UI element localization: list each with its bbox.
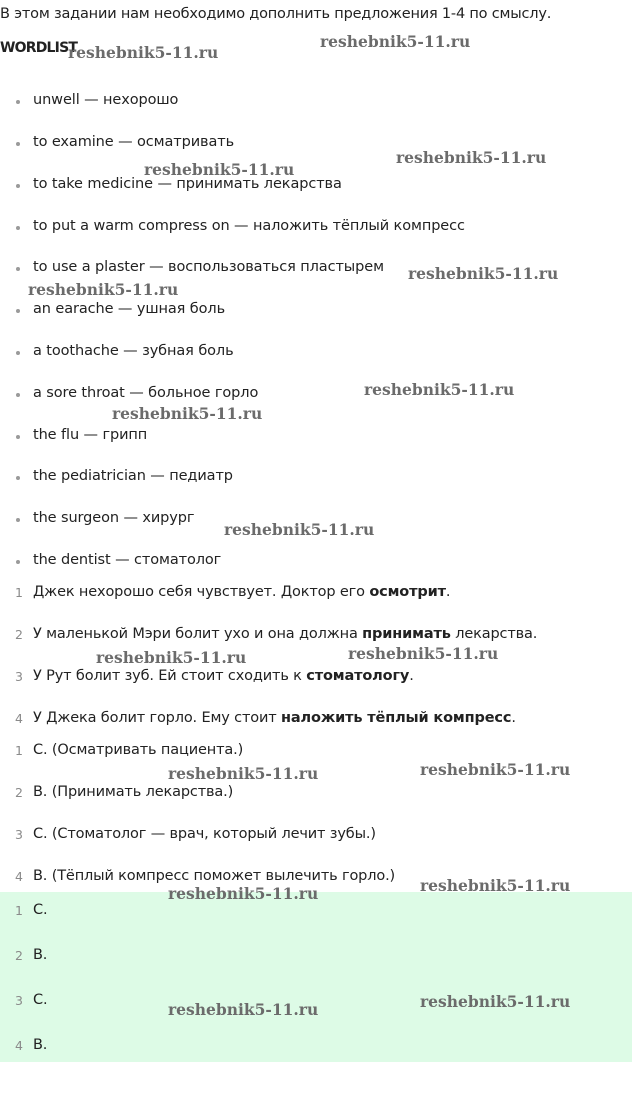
bullet-icon (16, 518, 20, 522)
item-number: 4 (15, 869, 23, 884)
wordlist-term: to use a plaster — воспользоваться пластырем (33, 259, 384, 275)
answer-word: осмотрит (369, 584, 446, 600)
watermark: reshebnik5-11.ru (112, 404, 263, 423)
wordlist-term: an earache — ушная боль (33, 301, 226, 317)
bullet-icon (16, 142, 20, 146)
answer-text: C. (33, 902, 48, 918)
answer-text: B. (33, 1037, 48, 1053)
answer-word: принимать (362, 626, 451, 642)
watermark: reshebnik5-11.ru (68, 43, 219, 62)
bullet-icon (16, 351, 20, 355)
watermark: reshebnik5-11.ru (420, 992, 571, 1011)
wordlist-term: the dentist — стоматолог (33, 552, 222, 568)
bullet-icon (16, 393, 20, 397)
watermark: reshebnik5-11.ru (420, 876, 571, 895)
task-intro: В этом задании нам необходимо дополнить предложения 1-4 по смыслу. (0, 6, 552, 22)
wordlist-term: the flu — грипп (33, 427, 148, 443)
wordlist-term: the surgeon — хирург (33, 510, 195, 526)
watermark: reshebnik5-11.ru (168, 764, 319, 783)
wordlist-term: to examine — осматривать (33, 134, 235, 150)
bullet-icon (16, 100, 20, 104)
item-number: 4 (15, 711, 23, 726)
wordlist-term: to take medicine — принимать лекарства (33, 176, 342, 192)
wordlist-term: a toothache — зубная боль (33, 343, 234, 359)
bullet-icon (16, 267, 20, 271)
item-number: 1 (15, 585, 23, 600)
watermark: reshebnik5-11.ru (168, 1000, 319, 1019)
item-number: 3 (15, 993, 23, 1008)
item-number: 3 (15, 669, 23, 684)
answer-word: стоматологу (306, 668, 410, 684)
wordlist-term: unwell — нехорошо (33, 92, 179, 108)
item-number: 2 (15, 948, 23, 963)
item-number: 1 (15, 743, 23, 758)
watermark: reshebnik5-11.ru (168, 884, 319, 903)
bullet-icon (16, 435, 20, 439)
item-number: 4 (15, 1038, 23, 1053)
bullet-icon (16, 476, 20, 480)
watermark: reshebnik5-11.ru (144, 160, 295, 179)
sentence-text: У маленькой Мэри болит ухо и она должна принимать лекарства. (33, 626, 538, 642)
watermark: reshebnik5-11.ru (348, 644, 499, 663)
bullet-icon (16, 226, 20, 230)
explanation-text: B. (Принимать лекарства.) (33, 784, 234, 800)
item-number: 3 (15, 827, 23, 842)
watermark: reshebnik5-11.ru (224, 520, 375, 539)
bullet-icon (16, 560, 20, 564)
watermark: reshebnik5-11.ru (396, 148, 547, 167)
explanation-text: C. (Осматривать пациента.) (33, 742, 244, 758)
bullet-icon (16, 184, 20, 188)
answer-word: наложить тёплый компресс (281, 710, 512, 726)
explanation-text: C. (Стоматолог — врач, который лечит зубы.) (33, 826, 376, 842)
bullet-icon (16, 309, 20, 313)
wordlist-term: the pediatrician — педиатр (33, 468, 233, 484)
watermark: reshebnik5-11.ru (320, 32, 471, 51)
watermark: reshebnik5-11.ru (96, 648, 247, 667)
item-number: 2 (15, 785, 23, 800)
item-number: 2 (15, 627, 23, 642)
answer-text: B. (33, 947, 48, 963)
answers-highlight (0, 892, 632, 1062)
watermark: reshebnik5-11.ru (420, 760, 571, 779)
wordlist-term: a sore throat — больное горло (33, 385, 259, 401)
explanation-text: B. (Тёплый компресс поможет вылечить горло.) (33, 868, 396, 884)
wordlist-term: to put a warm compress on — наложить тёплый компресс (33, 218, 465, 234)
item-number: 1 (15, 903, 23, 918)
sentence-text: У Джека болит горло. Ему стоит наложить тёплый компресс. (33, 710, 516, 726)
sentence-text: Джек нехорошо себя чувствует. Доктор его осмотрит. (33, 584, 451, 600)
watermark: reshebnik5-11.ru (28, 280, 179, 299)
answer-text: C. (33, 992, 48, 1008)
watermark: reshebnik5-11.ru (364, 380, 515, 399)
watermark: reshebnik5-11.ru (408, 264, 559, 283)
sentence-text: У Рут болит зуб. Ей стоит сходить к стоматологу. (33, 668, 414, 684)
wordlist-heading: WORDLIST (0, 40, 78, 56)
